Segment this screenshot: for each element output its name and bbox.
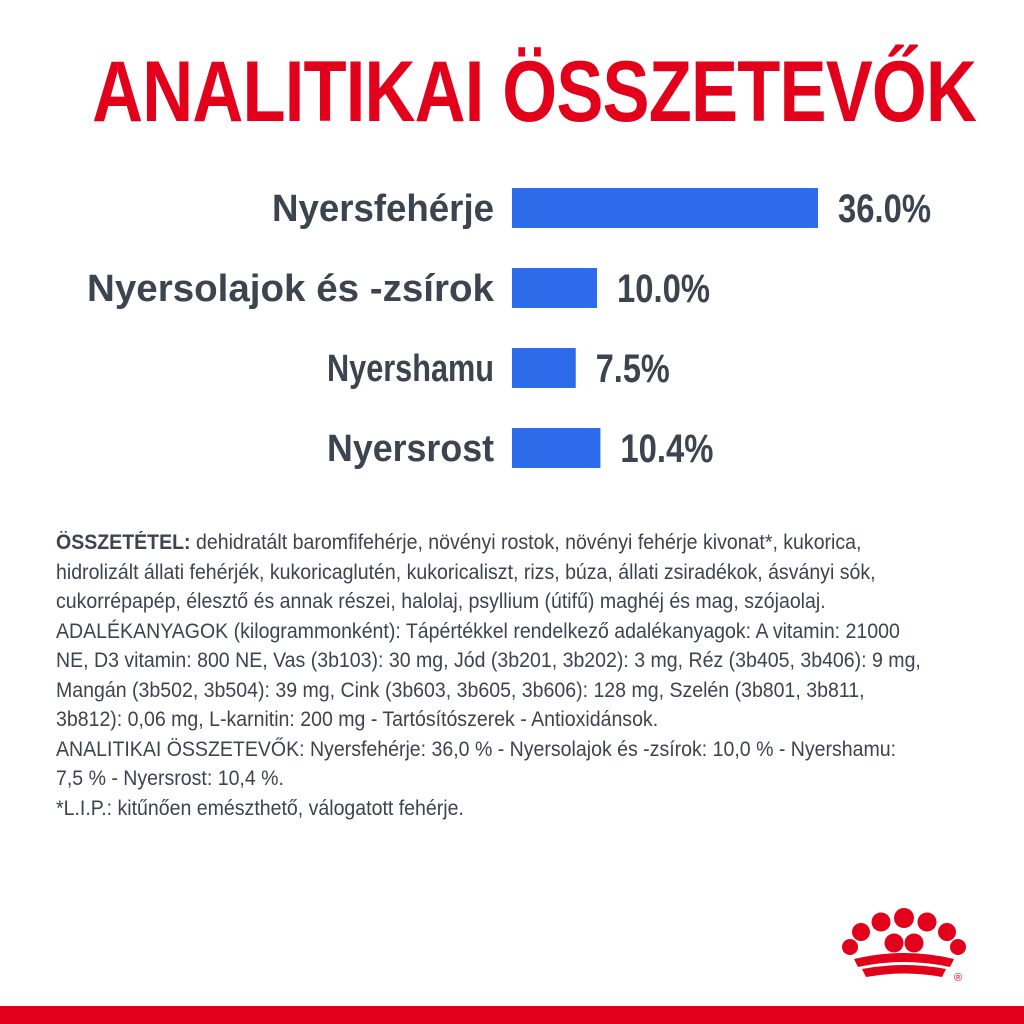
additives-paragraph: ADALÉKANYAGOK (kilogrammonként): Tápértékkel rendelkező adalékanyagok: A vitamin: 21000 NE, D3 vitamin: 800 NE, Vas (3b103): 30 mg, Jód (3b201, 3b202): 3 mg, Réz (3b405, 3b406): 9 mg, Mangán (3b502, 3b504): 39 mg, Cink (3b603, 3b605, 3b606): 128 mg, Szelén (3b801, 3b811, 3b812): 0,06 mg, L-karnitin: 200 mg - Tartósítószerek - Antioxidánsok. <box>56 619 921 731</box>
value-label: 7.5% <box>595 347 670 391</box>
composition-text <box>56 528 921 823</box>
bar <box>512 268 597 308</box>
analytical-paragraph: ANALITIKAI ÖSSZETEVŐK: Nyersfehérje: 36,0 % - Nyersolajok és -zsírok: 10,0 % - Nyershamu: 7,5 % - Nyersrost: 10,4 %. <box>56 737 897 790</box>
bar <box>512 428 600 468</box>
registered-mark: ® <box>954 972 963 984</box>
page-title: ANALITIKAI ÖSSZETEVŐK <box>92 44 977 140</box>
bar <box>512 188 818 228</box>
category-label: Nyersrost <box>327 428 495 470</box>
category-label: Nyersfehérje <box>272 188 494 230</box>
value-label: 10.0% <box>617 267 710 311</box>
category-label: Nyershamu <box>327 348 494 390</box>
value-label: 10.4% <box>620 427 714 471</box>
ingredients-paragraph <box>56 528 921 617</box>
footnote: *L.I.P.: kitűnően emészthető, válogatott fehérje. <box>56 796 464 820</box>
ingredients-list: dehidratált baromfifehérje, növényi rostok, növényi fehérje kivonat*, kukorica, hidrolizált állati fehérjék, kukoricaglutén, kukoricaliszt, rizs, búza, állati zsiradékok, ásványi sók, cukorrépapép, élesztő és annak részei, halolaj, psyllium (útifű) maghéj és mag, szójaolaj. <box>56 531 876 613</box>
composition-lead: ÖSSZETÉTEL: <box>56 531 191 554</box>
royal-canin-crown-icon <box>838 905 970 985</box>
value-label: 36.0% <box>838 187 931 231</box>
bottom-brand-band <box>0 1006 1024 1024</box>
bar <box>512 348 576 388</box>
category-label: Nyersolajok és -zsírok <box>87 268 495 310</box>
